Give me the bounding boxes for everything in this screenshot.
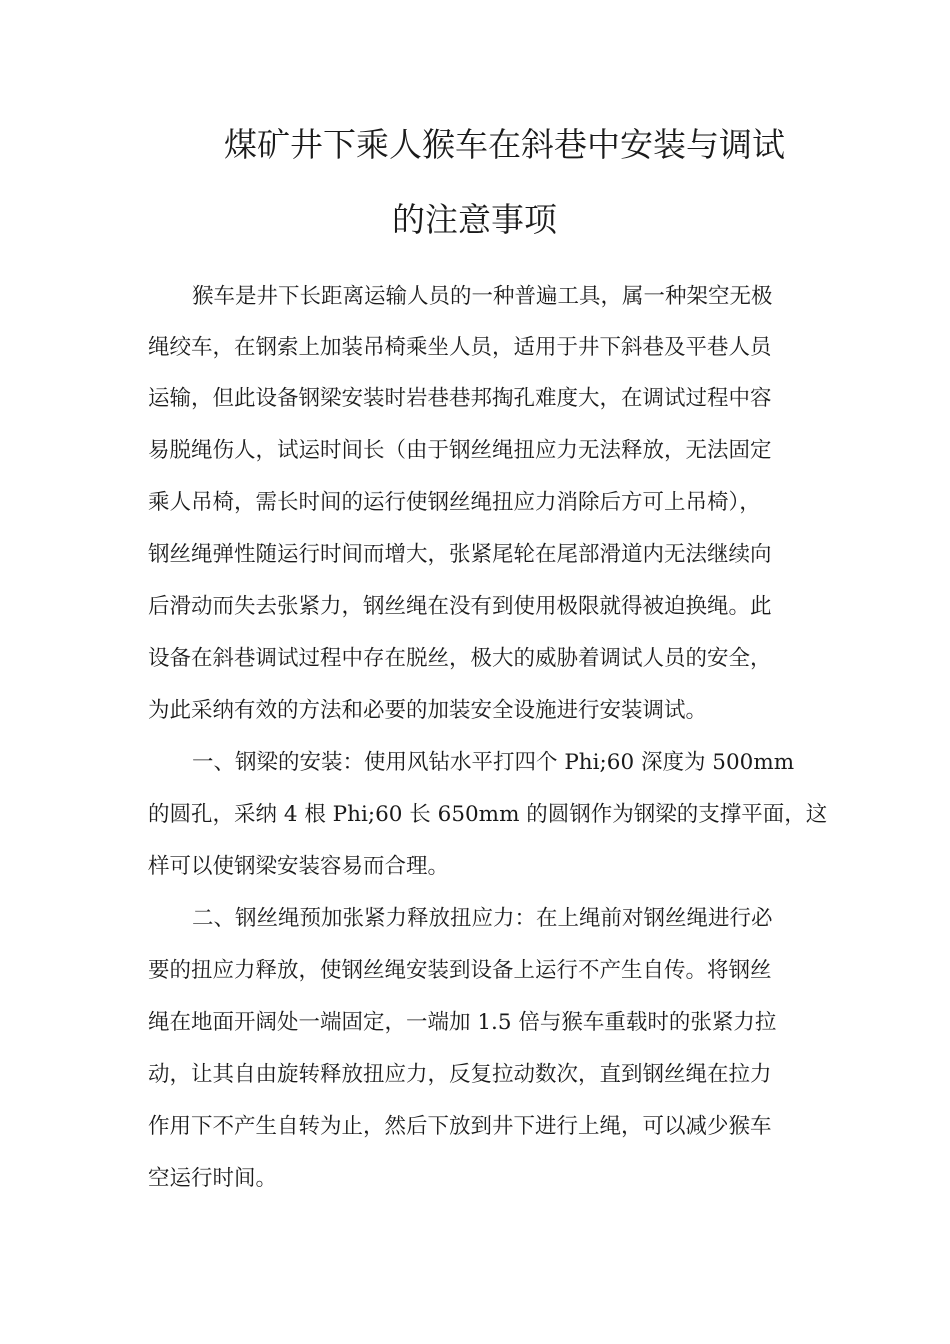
body-line: 运输，但此设备钢梁安装时岩巷巷邦掏孔难度大，在调试过程中容 [148, 386, 772, 411]
body-line: 绳绞车，在钢索上加装吊椅乘坐人员，适用于井下斜巷及平巷人员 [148, 335, 772, 360]
body-line: 绳在地面开阔处一端固定，一端加 1.5 倍与猴车重载时的张紧力拉 [148, 1010, 777, 1035]
body-line: 猴车是井下长距离运输人员的一种普遍工具，属一种架空无极 [192, 284, 773, 309]
body-line: 空运行时间。 [148, 1166, 278, 1191]
body-line: 的圆孔，采纳 4 根 Phi;60 长 650mm 的圆钢作为钢梁的支撑平面，这 [148, 802, 828, 827]
body-line: 要的扭应力释放，使钢丝绳安装到设备上运行不产生自传。将钢丝 [148, 958, 772, 983]
body-line: 动，让其自由旋转释放扭应力，反复拉动数次，直到钢丝绳在拉力 [148, 1062, 772, 1087]
body-line: 二、钢丝绳预加张紧力释放扭应力：在上绳前对钢丝绳进行必 [192, 906, 773, 931]
body-line: 钢丝绳弹性随运行时间而增大，张紧尾轮在尾部滑道内无法继续向 [148, 542, 772, 567]
body-line: 设备在斜巷调试过程中存在脱丝，极大的威胁着调试人员的安全， [148, 646, 772, 671]
document-title-line-1: 煤矿井下乘人猴车在斜巷中安装与调试 [224, 125, 785, 164]
body-line: 作用下不产生自转为止，然后下放到井下进行上绳，可以减少猴车 [148, 1114, 772, 1139]
body-line: 为此采纳有效的方法和必要的加装安全设施进行安装调试。 [148, 698, 708, 723]
body-line: 易脱绳伤人，试运时间长（由于钢丝绳扭应力无法释放，无法固定 [148, 438, 772, 463]
body-line: 乘人吊椅，需长时间的运行使钢丝绳扭应力消除后方可上吊椅）， [148, 490, 761, 515]
document-title-line-2: 的注意事项 [392, 200, 557, 239]
body-line: 样可以使钢梁安装容易而合理。 [148, 854, 450, 879]
body-line: 后滑动而失去张紧力，钢丝绳在没有到使用极限就得被迫换绳。此 [148, 594, 772, 619]
body-line: 一、钢梁的安装：使用风钻水平打四个 Phi;60 深度为 500mm [192, 750, 795, 775]
